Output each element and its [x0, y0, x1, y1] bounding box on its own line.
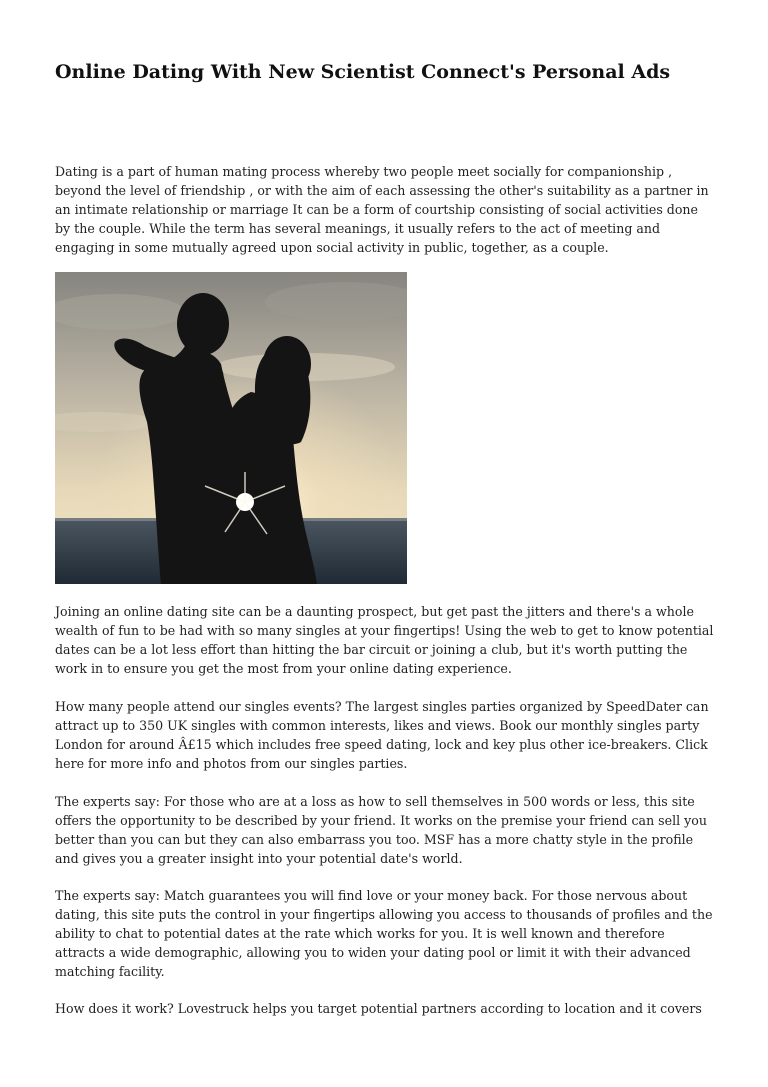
document-title: Online Dating With New Scientist Connect's Personal Ads [55, 61, 671, 83]
paragraph-intro: Dating is a part of human mating process whereby two people meet socially for companionship , beyond the level of friendship , or with the aim of each assessing the other's suitability as a partner in an intimate relationship or marriage It can be a form of courtship consisting of social activities done by the couple. While the term has several meanings, it usually refers to the act of meeting and engaging in some mutually agreed upon social activity in public, together, as a couple. [55, 164, 709, 255]
paragraph-lovestruck: How does it work? Lovestruck helps you target potential partners according to location and it covers [55, 1001, 702, 1016]
couple-silhouette-photo [55, 272, 407, 584]
paragraph-joining: Joining an online dating site can be a daunting prospect, but get past the jitters and there's a whole wealth of fun to be had with so many singles at your fingertips! Using the web to get to know potential dates can be a lot less effort than hitting the bar circuit or joining a club, but it's worth putting the work in to ensure you get the most from your online dating experience. [55, 604, 714, 676]
paragraph-experts-msf: The experts say: For those who are at a loss as how to sell themselves in 500 words or less, this site offers the opportunity to be described by your friend. It works on the premise your friend can sell you better than you can but they can also embarrass you too. MSF has a more chatty style in the profile and gives you a greater insight into your potential date's world. [55, 794, 707, 866]
paragraph-experts-match: The experts say: Match guarantees you will find love or your money back. For those nervous about dating, this site puts the control in your fingertips allowing you access to thousands of profiles and the ability to chat to potential dates at the rate which works for you. It is well known and therefore attracts a wide demographic, allowing you to widen your dating pool or limit it with their advanced matching facility. [55, 888, 713, 979]
paragraph-events: How many people attend our singles events? The largest singles parties organized by SpeedDater can attract up to 350 UK singles with common interests, likes and views. Book our monthly singles party London for around Â£15 which includes free speed dating, lock and key plus other ice-breakers. Click here for more info and photos from our singles parties. [55, 699, 709, 771]
